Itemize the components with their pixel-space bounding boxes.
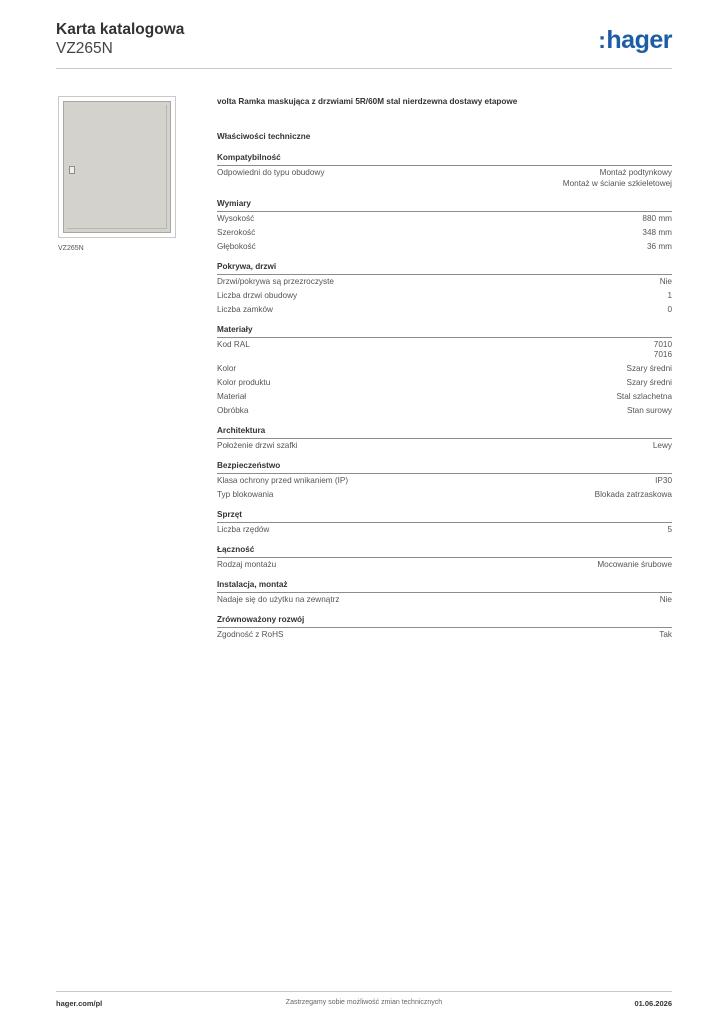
property-row [217, 212, 672, 226]
property-value-line: IP30 [655, 476, 672, 485]
property-group [217, 152, 672, 191]
property-value [563, 168, 672, 189]
group-title: Materiały [217, 324, 672, 338]
property-value-line: Stal szlachetna [616, 392, 672, 401]
property-value-line: Stan surowy [626, 406, 672, 415]
property-value [660, 595, 672, 606]
property-label: Szerokość [217, 227, 256, 237]
property-label: Położenie drzwi szafki [217, 441, 298, 450]
property-label: Liczba rzędów [217, 525, 270, 534]
property-row [217, 404, 672, 418]
image-caption: VZ265N [58, 245, 84, 252]
property-row [217, 488, 672, 502]
property-value [597, 560, 672, 571]
page-footer [56, 991, 672, 1015]
property-value-line: Nie [659, 276, 672, 286]
property-value-line: Lewy [652, 441, 672, 450]
property-label: Liczba drzwi obudowy [217, 290, 298, 300]
header-divider [56, 68, 672, 69]
property-value [667, 291, 672, 302]
logo-text: hager [606, 26, 672, 54]
property-label: Obróbka [217, 406, 249, 415]
property-group [217, 261, 672, 317]
property-value [626, 364, 672, 375]
property-value-line: 1 [667, 290, 672, 300]
page-header [56, 20, 672, 68]
property-group [217, 324, 672, 419]
property-row [217, 523, 672, 537]
property-value-line: 0 [667, 304, 672, 314]
property-value [667, 305, 672, 316]
footer-date: 01.06.2026 [634, 999, 672, 1008]
group-title: Zrównoważony rozwój [217, 614, 672, 628]
property-value-line: Tak [659, 630, 672, 639]
property-label: Kod RAL [217, 339, 250, 349]
property-value [616, 392, 672, 403]
property-value-line: Montaż w ścianie szkieletowej [562, 178, 672, 188]
property-label: Drzwi/pokrywa są przezroczyste [217, 276, 334, 286]
property-label: Kolor produktu [217, 378, 271, 387]
footer-disclaimer: Zastrzegamy sobie możliwość zmian technicznych [285, 999, 443, 1006]
property-row [217, 439, 672, 453]
property-row [217, 558, 672, 572]
footer-website-link[interactable]: hager.com/pl [56, 999, 103, 1008]
group-title: Sprzęt [217, 509, 672, 523]
property-value-line: 880 mm [642, 213, 672, 223]
property-value [655, 476, 672, 487]
property-label: Nadaje się do użytku na zewnątrz [217, 595, 340, 604]
property-value [653, 441, 672, 452]
logo-colon: : [598, 27, 606, 53]
property-group [217, 425, 672, 453]
group-title: Bezpieczeństwo [217, 460, 672, 474]
property-value-line: 36 mm [646, 241, 672, 251]
technical-properties-heading: Właściwości techniczne [217, 132, 311, 141]
property-row [217, 474, 672, 488]
product-name: volta Ramka maskująca z drzwiami 5R/60M stal nierdzewna dostawy etapowe [217, 97, 518, 106]
property-row [217, 338, 672, 363]
footer-divider [56, 991, 672, 992]
property-value-line: 5 [667, 525, 672, 534]
group-title: Kompatybilność [217, 152, 672, 166]
property-group [217, 460, 672, 502]
property-row [217, 376, 672, 390]
product-image [58, 96, 176, 238]
property-label: Głębokość [217, 241, 256, 251]
property-value [642, 214, 672, 225]
property-label: Rodzaj montażu [217, 560, 277, 569]
property-value-line: Montaż podtynkowy [599, 168, 672, 177]
property-value-line: Szary średni [626, 378, 672, 387]
property-group [217, 509, 672, 537]
property-row [217, 593, 672, 607]
door-lock-icon [69, 166, 75, 174]
property-row [217, 166, 672, 191]
property-group [217, 544, 672, 572]
property-row [217, 303, 672, 317]
group-title: Architektura [217, 425, 672, 439]
property-value [660, 277, 672, 288]
property-value-line: 7010 [653, 339, 672, 349]
property-value [642, 228, 672, 239]
property-value [654, 340, 672, 361]
property-group [217, 614, 672, 642]
property-value-line: Mocowanie śrubowe [597, 560, 672, 569]
property-label: Zgodność z RoHS [217, 630, 284, 639]
property-label: Liczba zamków [217, 304, 273, 314]
property-value-line: 7016 [653, 350, 672, 359]
property-label: Odpowiedni do typu obudowy [217, 168, 325, 177]
property-row [217, 240, 672, 254]
property-value-line: 348 mm [642, 227, 672, 237]
property-value [626, 378, 672, 389]
property-row [217, 289, 672, 303]
group-title: Instalacja, montaż [217, 579, 672, 593]
document-title: Karta katalogowa [56, 21, 185, 38]
product-details [217, 96, 672, 642]
property-label: Wysokość [217, 213, 255, 223]
property-value [595, 490, 672, 501]
property-row [217, 362, 672, 376]
property-row [217, 226, 672, 240]
hager-logo [598, 26, 672, 54]
property-group [217, 198, 672, 254]
group-title: Pokrywa, drzwi [217, 261, 672, 275]
property-value-line: Nie [659, 595, 672, 604]
property-value [659, 630, 672, 641]
property-label: Materiał [217, 392, 247, 401]
property-value [627, 406, 672, 417]
property-value-line: Szary średni [626, 364, 672, 373]
property-group [217, 579, 672, 607]
property-label: Klasa ochrony przed wnikaniem (IP) [217, 476, 349, 485]
property-row [217, 390, 672, 404]
door-panel [63, 101, 171, 233]
group-title: Wymiary [217, 198, 672, 212]
property-label: Typ blokowania [217, 490, 274, 499]
property-value [647, 242, 672, 253]
property-value-line: Blokada zatrzaskowa [594, 490, 672, 499]
product-code: VZ265N [56, 40, 113, 57]
property-label: Kolor [217, 364, 237, 373]
property-row [217, 628, 672, 642]
property-value [667, 525, 672, 536]
property-groups [217, 152, 672, 642]
property-row [217, 275, 672, 289]
group-title: Łączność [217, 544, 672, 558]
